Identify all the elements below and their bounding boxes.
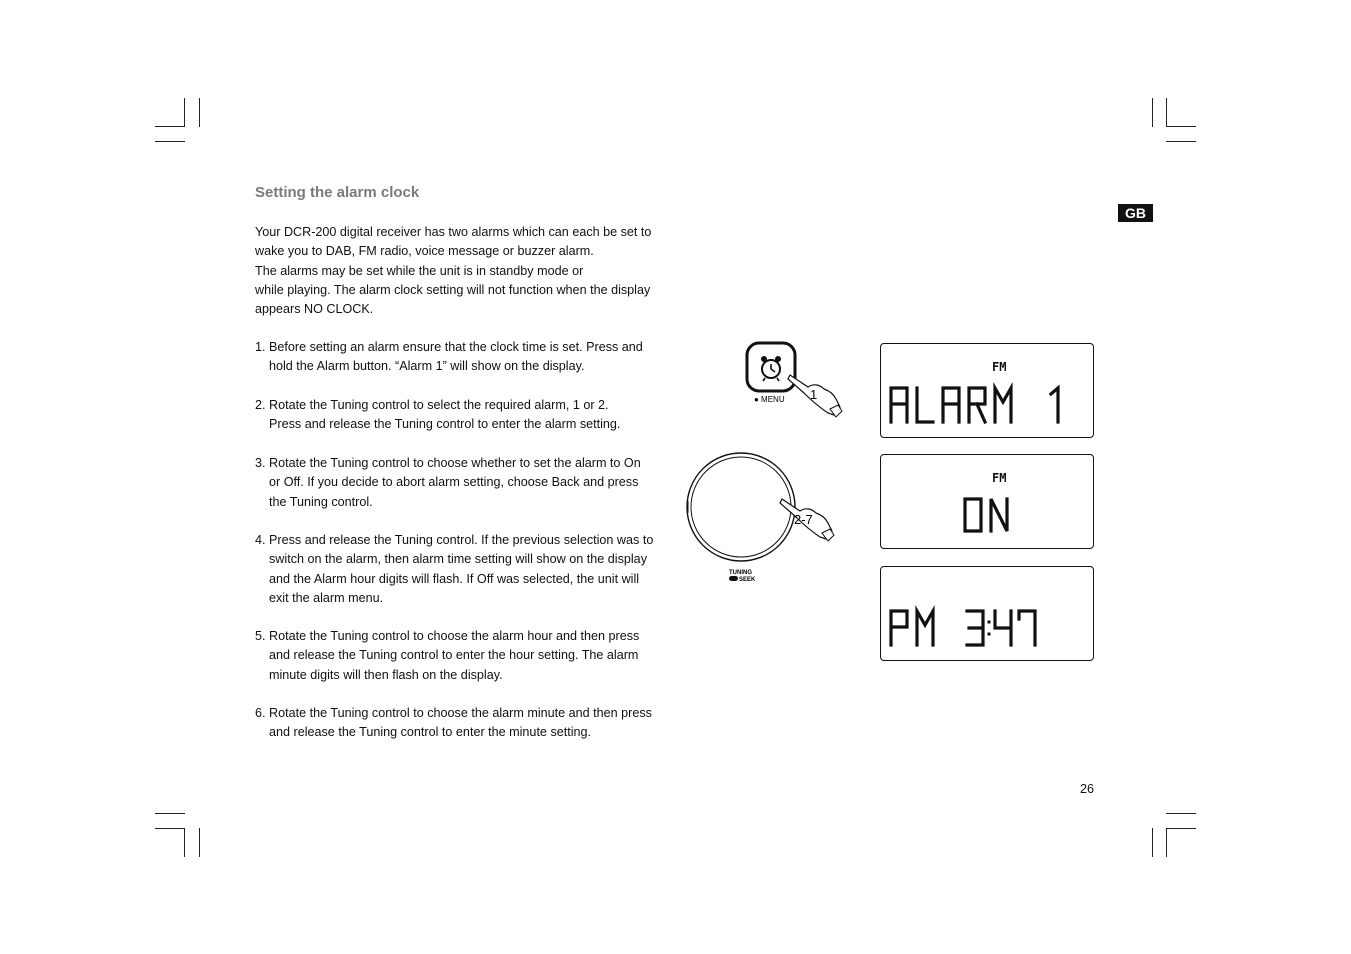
step-4 <box>255 531 675 608</box>
band-indicator: FM <box>992 360 1007 374</box>
step-1 <box>255 338 675 377</box>
page-number: 26 <box>1080 782 1095 796</box>
lcd-display-time <box>880 566 1094 661</box>
step-line: Press and release the Tuning control to enter the alarm setting. <box>269 417 621 432</box>
segment-text <box>881 455 1093 548</box>
step-5 <box>255 627 675 685</box>
step-line: switch on the alarm, then alarm time setting will show on the display <box>269 552 647 567</box>
step-line: 4. Press and release the Tuning control. If the previous selection was to <box>255 533 654 547</box>
step-line: 5. Rotate the Tuning control to choose the alarm hour and then press <box>255 629 640 643</box>
intro-line: The alarms may be set while the unit is in standby mode or <box>255 263 584 278</box>
step-line: hold the Alarm button. “Alarm 1” will show on the display. <box>269 359 585 374</box>
lcd-text: ON <box>881 455 883 456</box>
language-badge: GB <box>1118 204 1153 222</box>
lcd-text: PM 3:47 <box>881 567 885 568</box>
alarm-button-icon <box>747 343 795 391</box>
section-title: Setting the alarm clock <box>255 184 420 201</box>
step-3 <box>255 454 675 512</box>
step-1-callout: 1 <box>810 387 818 402</box>
step-line: 1. Before setting an alarm ensure that the clock time is set. Press and <box>255 340 643 354</box>
seek-label: SEEK <box>739 577 756 583</box>
intro-line: appears NO CLOCK. <box>255 302 374 317</box>
lcd-text: ALARM 1 <box>881 344 886 345</box>
tuning-label: TUNING <box>729 570 752 576</box>
segment-text <box>881 567 1093 660</box>
step-2-7-callout: 2-7 <box>794 512 813 527</box>
lcd-display-alarm <box>880 343 1094 438</box>
lcd-display-on <box>880 454 1094 549</box>
menu-label: ● MENU <box>754 395 785 404</box>
step-2 <box>255 396 675 435</box>
step-line: exit the alarm menu. <box>269 590 384 605</box>
intro-line: while playing. The alarm clock setting will not function when the display <box>255 282 651 297</box>
intro-line: Your DCR-200 digital receiver has two alarms which can each be set to <box>255 225 652 239</box>
step-line: 6. Rotate the Tuning control to choose the alarm minute and then press <box>255 706 652 720</box>
band-indicator: FM <box>992 471 1007 485</box>
step-line: 3. Rotate the Tuning control to choose whether to set the alarm to On <box>255 456 641 470</box>
step-line: the Tuning control. <box>269 494 373 509</box>
intro-line: wake you to DAB, FM radio, voice message or buzzer alarm. <box>255 244 594 259</box>
seek-icon <box>729 576 738 581</box>
control-illustration <box>680 335 860 595</box>
step-6 <box>255 704 675 743</box>
step-line: and the Alarm hour digits will flash. If Off was selected, the unit will <box>269 571 640 586</box>
step-line: or Off. If you decide to abort alarm setting, choose Back and press <box>269 475 639 490</box>
tuning-knob-icon <box>687 453 795 561</box>
step-line: minute digits will then flash on the display. <box>269 667 503 682</box>
segment-text <box>881 344 1093 437</box>
step-line: 2. Rotate the Tuning control to select the required alarm, 1 or 2. <box>255 398 609 412</box>
step-line: and release the Tuning control to enter the hour setting. The alarm <box>269 648 639 663</box>
intro-paragraph <box>255 223 675 319</box>
step-line: and release the Tuning control to enter the minute setting. <box>269 725 592 740</box>
